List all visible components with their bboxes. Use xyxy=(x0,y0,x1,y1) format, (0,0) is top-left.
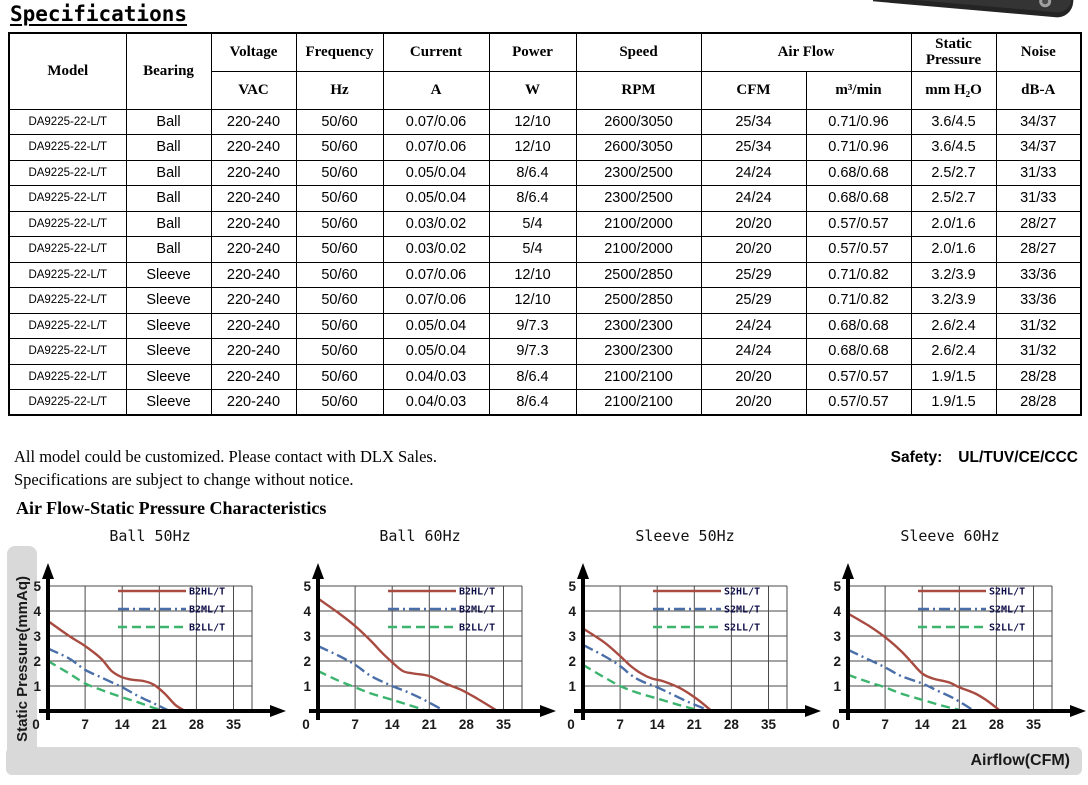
table-row xyxy=(9,364,1081,390)
svg-text:35: 35 xyxy=(760,717,777,732)
col-header-speed: Speed xyxy=(576,33,701,71)
table-cell: 25/29 xyxy=(701,288,806,314)
svg-text:0: 0 xyxy=(32,717,40,732)
table-cell: 220-240 xyxy=(211,313,296,339)
svg-text:0: 0 xyxy=(302,717,310,732)
table-cell: 5/4 xyxy=(489,211,576,237)
table-cell: 34/37 xyxy=(996,135,1081,161)
table-cell: DA9225-22-L/T xyxy=(9,364,126,390)
note-subject-to-change: Specifications are subject to change without notice. xyxy=(14,470,354,489)
svg-text:5: 5 xyxy=(303,579,311,594)
col-header-static-pressure: Static Pressure xyxy=(911,33,996,71)
svg-text:2: 2 xyxy=(833,654,841,669)
chart-sleeve-50hz xyxy=(553,527,823,741)
svg-text:14: 14 xyxy=(384,717,400,732)
table-cell: 50/60 xyxy=(296,288,383,314)
svg-text:7: 7 xyxy=(881,717,889,732)
svg-text:B2LL/T: B2LL/T xyxy=(189,622,226,634)
table-row xyxy=(9,135,1081,161)
svg-text:0: 0 xyxy=(832,717,840,732)
table-cell: 2100/2000 xyxy=(576,237,701,263)
table-cell: 2300/2500 xyxy=(576,160,701,186)
unit-cfm: CFM xyxy=(701,71,806,109)
table-cell: 2.6/2.4 xyxy=(911,313,996,339)
svg-text:1: 1 xyxy=(568,679,576,694)
table-cell: 31/33 xyxy=(996,186,1081,212)
table-cell: 0.04/0.03 xyxy=(383,390,489,416)
table-cell: DA9225-22-L/T xyxy=(9,262,126,288)
table-row xyxy=(9,339,1081,365)
svg-text:5: 5 xyxy=(568,579,576,594)
col-header-frequency: Frequency xyxy=(296,33,383,71)
table-row xyxy=(9,109,1081,135)
table-row xyxy=(9,237,1081,263)
table-cell: 220-240 xyxy=(211,288,296,314)
table-cell: 220-240 xyxy=(211,364,296,390)
table-cell: Sleeve xyxy=(126,364,211,390)
svg-text:28: 28 xyxy=(988,717,1004,732)
table-cell: 3.6/4.5 xyxy=(911,135,996,161)
unit-w: W xyxy=(489,71,576,109)
svg-text:4: 4 xyxy=(303,604,311,619)
table-cell: 5/4 xyxy=(489,237,576,263)
spec-table-header xyxy=(9,33,1081,109)
table-cell: 0.57/0.57 xyxy=(806,390,911,416)
table-cell: 31/33 xyxy=(996,160,1081,186)
table-cell: 0.57/0.57 xyxy=(806,364,911,390)
table-cell: 0.71/0.96 xyxy=(806,135,911,161)
svg-text:35: 35 xyxy=(495,717,512,732)
table-cell: 220-240 xyxy=(211,237,296,263)
table-cell: 0.05/0.04 xyxy=(383,186,489,212)
table-cell: 50/60 xyxy=(296,262,383,288)
table-cell: 0.68/0.68 xyxy=(806,160,911,186)
table-cell: 3.6/4.5 xyxy=(911,109,996,135)
unit-a: A xyxy=(383,71,489,109)
table-cell: 50/60 xyxy=(296,237,383,263)
col-header-power: Power xyxy=(489,33,576,71)
svg-text:14: 14 xyxy=(914,717,930,732)
table-cell: 220-240 xyxy=(211,186,296,212)
table-cell: 220-240 xyxy=(211,390,296,416)
table-cell: 50/60 xyxy=(296,211,383,237)
svg-text:28: 28 xyxy=(458,717,474,732)
safety-label: Safety: xyxy=(890,449,943,466)
col-header-voltage: Voltage xyxy=(211,33,296,71)
table-cell: 0.04/0.03 xyxy=(383,364,489,390)
svg-text:S2LL/T: S2LL/T xyxy=(724,622,761,634)
table-cell: 2.5/2.7 xyxy=(911,186,996,212)
svg-text:B2HL/T: B2HL/T xyxy=(459,586,496,598)
table-cell: 50/60 xyxy=(296,364,383,390)
table-cell: DA9225-22-L/T xyxy=(9,186,126,212)
table-cell: Sleeve xyxy=(126,339,211,365)
svg-text:5: 5 xyxy=(833,579,841,594)
note-customized: All model could be customized. Please contact with DLX Sales. xyxy=(14,447,437,466)
svg-text:7: 7 xyxy=(616,717,624,732)
table-cell: 0.05/0.04 xyxy=(383,160,489,186)
table-cell: 0.57/0.57 xyxy=(806,211,911,237)
table-cell: 8/6.4 xyxy=(489,186,576,212)
svg-text:28: 28 xyxy=(188,717,204,732)
table-row xyxy=(9,390,1081,416)
svg-text:14: 14 xyxy=(649,717,665,732)
table-cell: 24/24 xyxy=(701,186,806,212)
col-header-airflow: Air Flow xyxy=(701,33,911,71)
col-header-bearing: Bearing xyxy=(126,33,211,109)
page-title: Specifications xyxy=(10,2,188,26)
svg-text:21: 21 xyxy=(151,717,167,732)
safety-certifications xyxy=(891,449,1078,467)
table-cell: 12/10 xyxy=(489,262,576,288)
table-cell: 31/32 xyxy=(996,313,1081,339)
table-cell: 2300/2300 xyxy=(576,339,701,365)
table-cell: 8/6.4 xyxy=(489,390,576,416)
chart-title-sleeve-50hz: Sleeve 50Hz xyxy=(635,527,735,545)
table-cell: DA9225-22-L/T xyxy=(9,390,126,416)
svg-text:3: 3 xyxy=(568,629,576,644)
table-cell: 2.0/1.6 xyxy=(911,211,996,237)
table-cell: 1.9/1.5 xyxy=(911,390,996,416)
svg-text:3: 3 xyxy=(303,629,311,644)
chart-title-ball-60hz: Ball 60Hz xyxy=(379,527,461,545)
table-cell: 2.0/1.6 xyxy=(911,237,996,263)
y-axis-label: Static Pressure(mmAq) xyxy=(13,576,31,742)
table-cell: Sleeve xyxy=(126,313,211,339)
table-row xyxy=(9,211,1081,237)
table-cell: 24/24 xyxy=(701,339,806,365)
table-cell: 12/10 xyxy=(489,109,576,135)
svg-text:B2ML/T: B2ML/T xyxy=(459,604,496,616)
spec-table xyxy=(8,32,1082,416)
table-cell: Sleeve xyxy=(126,390,211,416)
table-cell: Ball xyxy=(126,237,211,263)
table-cell: 0.03/0.02 xyxy=(383,237,489,263)
table-row xyxy=(9,313,1081,339)
svg-text:35: 35 xyxy=(225,717,242,732)
table-cell: 2100/2000 xyxy=(576,211,701,237)
table-cell: 28/27 xyxy=(996,237,1081,263)
table-cell: 34/37 xyxy=(996,109,1081,135)
x-axis-label: Airflow(CFM) xyxy=(970,752,1070,769)
svg-text:B2ML/T: B2ML/T xyxy=(189,604,226,616)
table-row xyxy=(9,288,1081,314)
unit-rpm: RPM xyxy=(576,71,701,109)
chart-plot-ball-60hz xyxy=(288,551,558,741)
table-cell: 8/6.4 xyxy=(489,160,576,186)
table-cell: 33/36 xyxy=(996,288,1081,314)
chart-sleeve-60hz xyxy=(818,527,1088,741)
svg-text:7: 7 xyxy=(81,717,89,732)
svg-text:35: 35 xyxy=(1025,717,1042,732)
svg-text:S2HL/T: S2HL/T xyxy=(724,586,761,598)
table-cell: 25/29 xyxy=(701,262,806,288)
table-cell: 2.6/2.4 xyxy=(911,339,996,365)
svg-text:21: 21 xyxy=(686,717,702,732)
table-cell: 20/20 xyxy=(701,211,806,237)
table-cell: 20/20 xyxy=(701,390,806,416)
table-cell: 0.71/0.82 xyxy=(806,262,911,288)
svg-text:1: 1 xyxy=(833,679,841,694)
table-row xyxy=(9,160,1081,186)
table-cell: 220-240 xyxy=(211,211,296,237)
col-header-noise: Noise xyxy=(996,33,1081,71)
svg-text:3: 3 xyxy=(833,629,841,644)
table-cell: 3.2/3.9 xyxy=(911,262,996,288)
table-cell: DA9225-22-L/T xyxy=(9,160,126,186)
unit-hz: Hz xyxy=(296,71,383,109)
table-cell: 50/60 xyxy=(296,313,383,339)
fan-photo-shape xyxy=(873,0,1088,30)
table-cell: 2.5/2.7 xyxy=(911,160,996,186)
table-cell: 0.71/0.82 xyxy=(806,288,911,314)
table-cell: Ball xyxy=(126,186,211,212)
chart-plot-ball-50hz xyxy=(18,551,288,741)
svg-text:S2HL/T: S2HL/T xyxy=(989,586,1026,598)
svg-text:2: 2 xyxy=(568,654,576,669)
table-cell: Sleeve xyxy=(126,262,211,288)
table-cell: Ball xyxy=(126,160,211,186)
table-cell: DA9225-22-L/T xyxy=(9,109,126,135)
table-cell: Ball xyxy=(126,109,211,135)
chart-plot-sleeve-50hz xyxy=(553,551,823,741)
table-cell: 12/10 xyxy=(489,135,576,161)
section-title: Air Flow-Static Pressure Characteristics xyxy=(16,498,327,518)
table-cell: 220-240 xyxy=(211,339,296,365)
table-cell: 0.68/0.68 xyxy=(806,339,911,365)
table-cell: 50/60 xyxy=(296,135,383,161)
table-cell: 0.57/0.57 xyxy=(806,237,911,263)
table-cell: 24/24 xyxy=(701,160,806,186)
chart-title-ball-50hz: Ball 50Hz xyxy=(109,527,191,545)
table-cell: 25/34 xyxy=(701,109,806,135)
table-cell: 28/27 xyxy=(996,211,1081,237)
svg-text:21: 21 xyxy=(951,717,967,732)
table-row xyxy=(9,186,1081,212)
table-cell: 50/60 xyxy=(296,390,383,416)
table-cell: 28/28 xyxy=(996,390,1081,416)
table-cell: 220-240 xyxy=(211,160,296,186)
table-cell: 0.03/0.02 xyxy=(383,211,489,237)
chart-title-sleeve-60hz: Sleeve 60Hz xyxy=(900,527,1000,545)
table-cell: 0.68/0.68 xyxy=(806,186,911,212)
chart-ball-60hz xyxy=(288,527,558,741)
table-cell: 9/7.3 xyxy=(489,313,576,339)
svg-text:1: 1 xyxy=(33,679,41,694)
table-cell: 0.68/0.68 xyxy=(806,313,911,339)
fan-photo xyxy=(873,0,1088,30)
table-cell: 28/28 xyxy=(996,364,1081,390)
svg-text:3: 3 xyxy=(33,629,41,644)
table-cell: 2300/2500 xyxy=(576,186,701,212)
safety-value: UL/TUV/CE/CCC xyxy=(958,449,1078,466)
table-cell: 20/20 xyxy=(701,237,806,263)
table-cell: 220-240 xyxy=(211,262,296,288)
spec-table-body xyxy=(9,109,1081,415)
table-cell: 3.2/3.9 xyxy=(911,288,996,314)
unit-mmh2o: mm H₂O xyxy=(911,71,996,109)
svg-text:S2ML/T: S2ML/T xyxy=(989,604,1026,616)
svg-text:S2LL/T: S2LL/T xyxy=(989,622,1026,634)
table-cell: 0.05/0.04 xyxy=(383,313,489,339)
table-cell: 31/32 xyxy=(996,339,1081,365)
table-cell: DA9225-22-L/T xyxy=(9,211,126,237)
table-cell: 50/60 xyxy=(296,339,383,365)
table-cell: Ball xyxy=(126,135,211,161)
table-cell: 8/6.4 xyxy=(489,364,576,390)
table-cell: 0.71/0.96 xyxy=(806,109,911,135)
table-cell: 24/24 xyxy=(701,313,806,339)
table-cell: DA9225-22-L/T xyxy=(9,135,126,161)
x-axis-label-bar xyxy=(6,747,1082,775)
chart-plot-sleeve-60hz xyxy=(818,551,1088,741)
table-cell: Sleeve xyxy=(126,288,211,314)
table-cell: 2100/2100 xyxy=(576,364,701,390)
table-cell: DA9225-22-L/T xyxy=(9,237,126,263)
svg-text:4: 4 xyxy=(568,604,576,619)
table-cell: Ball xyxy=(126,211,211,237)
svg-text:7: 7 xyxy=(351,717,359,732)
table-cell: 2500/2850 xyxy=(576,262,701,288)
table-cell: 0.07/0.06 xyxy=(383,288,489,314)
table-cell: 20/20 xyxy=(701,364,806,390)
col-header-current: Current xyxy=(383,33,489,71)
table-cell: 2600/3050 xyxy=(576,109,701,135)
table-cell: 0.07/0.06 xyxy=(383,109,489,135)
table-cell: 33/36 xyxy=(996,262,1081,288)
svg-text:4: 4 xyxy=(833,604,841,619)
svg-text:0: 0 xyxy=(567,717,575,732)
svg-text:B2HL/T: B2HL/T xyxy=(189,586,226,598)
svg-text:2: 2 xyxy=(303,654,311,669)
svg-text:28: 28 xyxy=(723,717,739,732)
table-cell: 2600/3050 xyxy=(576,135,701,161)
table-cell: 2300/2300 xyxy=(576,313,701,339)
table-cell: 25/34 xyxy=(701,135,806,161)
unit-dba: dB-A xyxy=(996,71,1081,109)
table-cell: 50/60 xyxy=(296,109,383,135)
table-cell: 220-240 xyxy=(211,135,296,161)
table-cell: 2500/2850 xyxy=(576,288,701,314)
col-header-model: Model xyxy=(9,33,126,109)
table-cell: 1.9/1.5 xyxy=(911,364,996,390)
svg-text:14: 14 xyxy=(114,717,130,732)
chart-ball-50hz xyxy=(18,527,288,741)
svg-text:5: 5 xyxy=(33,579,41,594)
table-cell: 0.07/0.06 xyxy=(383,135,489,161)
unit-vac: VAC xyxy=(211,71,296,109)
svg-text:1: 1 xyxy=(303,679,311,694)
unit-m3min: m³/min xyxy=(806,71,911,109)
svg-text:4: 4 xyxy=(33,604,41,619)
table-cell: 220-240 xyxy=(211,109,296,135)
table-row xyxy=(9,262,1081,288)
svg-text:S2ML/T: S2ML/T xyxy=(724,604,761,616)
table-cell: DA9225-22-L/T xyxy=(9,288,126,314)
table-cell: DA9225-22-L/T xyxy=(9,339,126,365)
table-cell: DA9225-22-L/T xyxy=(9,313,126,339)
svg-text:2: 2 xyxy=(33,654,41,669)
table-cell: 2100/2100 xyxy=(576,390,701,416)
svg-text:21: 21 xyxy=(421,717,437,732)
table-cell: 0.07/0.06 xyxy=(383,262,489,288)
svg-text:B2LL/T: B2LL/T xyxy=(459,622,496,634)
table-cell: 50/60 xyxy=(296,160,383,186)
table-cell: 50/60 xyxy=(296,186,383,212)
table-cell: 12/10 xyxy=(489,288,576,314)
table-cell: 0.05/0.04 xyxy=(383,339,489,365)
table-cell: 9/7.3 xyxy=(489,339,576,365)
